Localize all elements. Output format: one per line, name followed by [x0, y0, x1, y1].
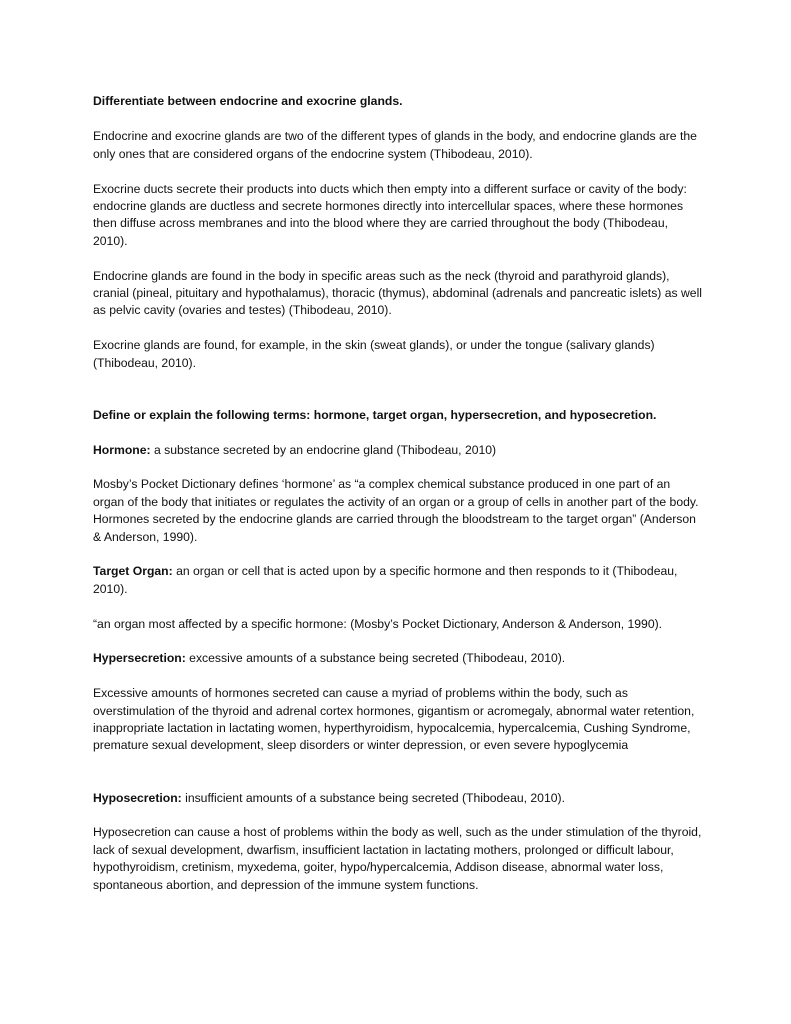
hormone-explanation: Mosby’s Pocket Dictionary defines ‘hormone’ as “a complex chemical substance produced in one part of an organ of the body that initiates or regulates the activity of an organ or a group of cells in another part of the body. Hormones secreted by the endocrine glands are carried through the bloodstream to the target organ” (Anderson & Anderson, 1990).	[93, 477, 699, 544]
section1-paragraph-1: Endocrine and exocrine glands are two of the different types of glands in the body, and endocrine glands are the only ones that are considered organs of the endocrine system (Thibodeau, 2010).	[93, 129, 697, 161]
hyposecretion-term: Hyposecretion:	[93, 790, 182, 805]
hypersecretion-term: Hypersecretion:	[93, 651, 186, 666]
target-organ-term: Target Organ:	[93, 564, 173, 579]
hypersecretion-definition	[93, 650, 703, 667]
hormone-definition-text: a substance secreted by an endocrine gland (Thibodeau, 2010)	[150, 442, 497, 457]
section2-heading: Define or explain the following terms: hormone, target organ, hypersecretion, and hyposecretion.	[93, 407, 657, 422]
target-organ-explanation: “an organ most affected by a specific hormone: (Mosby’s Pocket Dictionary, Anderson & Anderson, 1990).	[93, 616, 663, 631]
section1-heading: Differentiate between endocrine and exocrine glands.	[93, 94, 403, 108]
hyposecretion-explanation: Hyposecretion can cause a host of problems within the body as well, such as the under stimulation of the thyroid, lack of sexual development, dwarfism, insufficient lactation in lactating mothers, prolonged or difficult labour, hypothyroidism, cretinism, myxedema, goiter, hypo/hypercalcemia, Addison disease, abnormal water loss, spontaneous abortion, and depression of the immune system functions.	[93, 825, 702, 892]
target-organ-definition-text: an organ or cell that is acted upon by a specific hormone and then responds to it (Thibodeau, 2010).	[93, 564, 678, 596]
document-page	[93, 93, 703, 911]
section1-paragraph-2: Exocrine ducts secrete their products into ducts which then empty into a different surface or cavity of the body: endocrine glands are ductless and secrete hormones directly into intercellular spaces, where these hormones then diffuse across membranes and into the blood where they are carried throughout the body (Thibodeau, 2010).	[93, 181, 687, 248]
section1-paragraph-4: Exocrine glands are found, for example, in the skin (sweat glands), or under the tongue (salivary glands) (Thibodeau, 2010).	[93, 338, 655, 370]
hyposecretion-definition	[93, 790, 703, 807]
hyposecretion-definition-text: insufficient amounts of a substance being secreted (Thibodeau, 2010).	[181, 790, 565, 805]
section1-paragraph-3: Endocrine glands are found in the body in specific areas such as the neck (thyroid and parathyroid glands), cranial (pineal, pituitary and hypothalamus), thoracic (thymus), abdominal (adrenals and pancreatic islets) as well as pelvic cavity (ovaries and testes) (Thibodeau, 2010).	[93, 268, 702, 318]
target-organ-definition	[93, 563, 703, 598]
hormone-term: Hormone:	[93, 442, 151, 457]
hypersecretion-definition-text: excessive amounts of a substance being secreted (Thibodeau, 2010).	[185, 651, 566, 666]
hypersecretion-explanation: Excessive amounts of hormones secreted can cause a myriad of problems within the body, such as overstimulation of the thyroid and adrenal cortex hormones, gigantism or acromegaly, abnormal water retention, inappropriate lactation in lactating women, hyperthyroidism, hypocalcemia, hypercalcemia, Cushing Syndrome, premature sexual development, sleep disorders or winter depression, or even severe hypoglycemia	[93, 686, 695, 753]
hormone-definition	[93, 442, 703, 459]
